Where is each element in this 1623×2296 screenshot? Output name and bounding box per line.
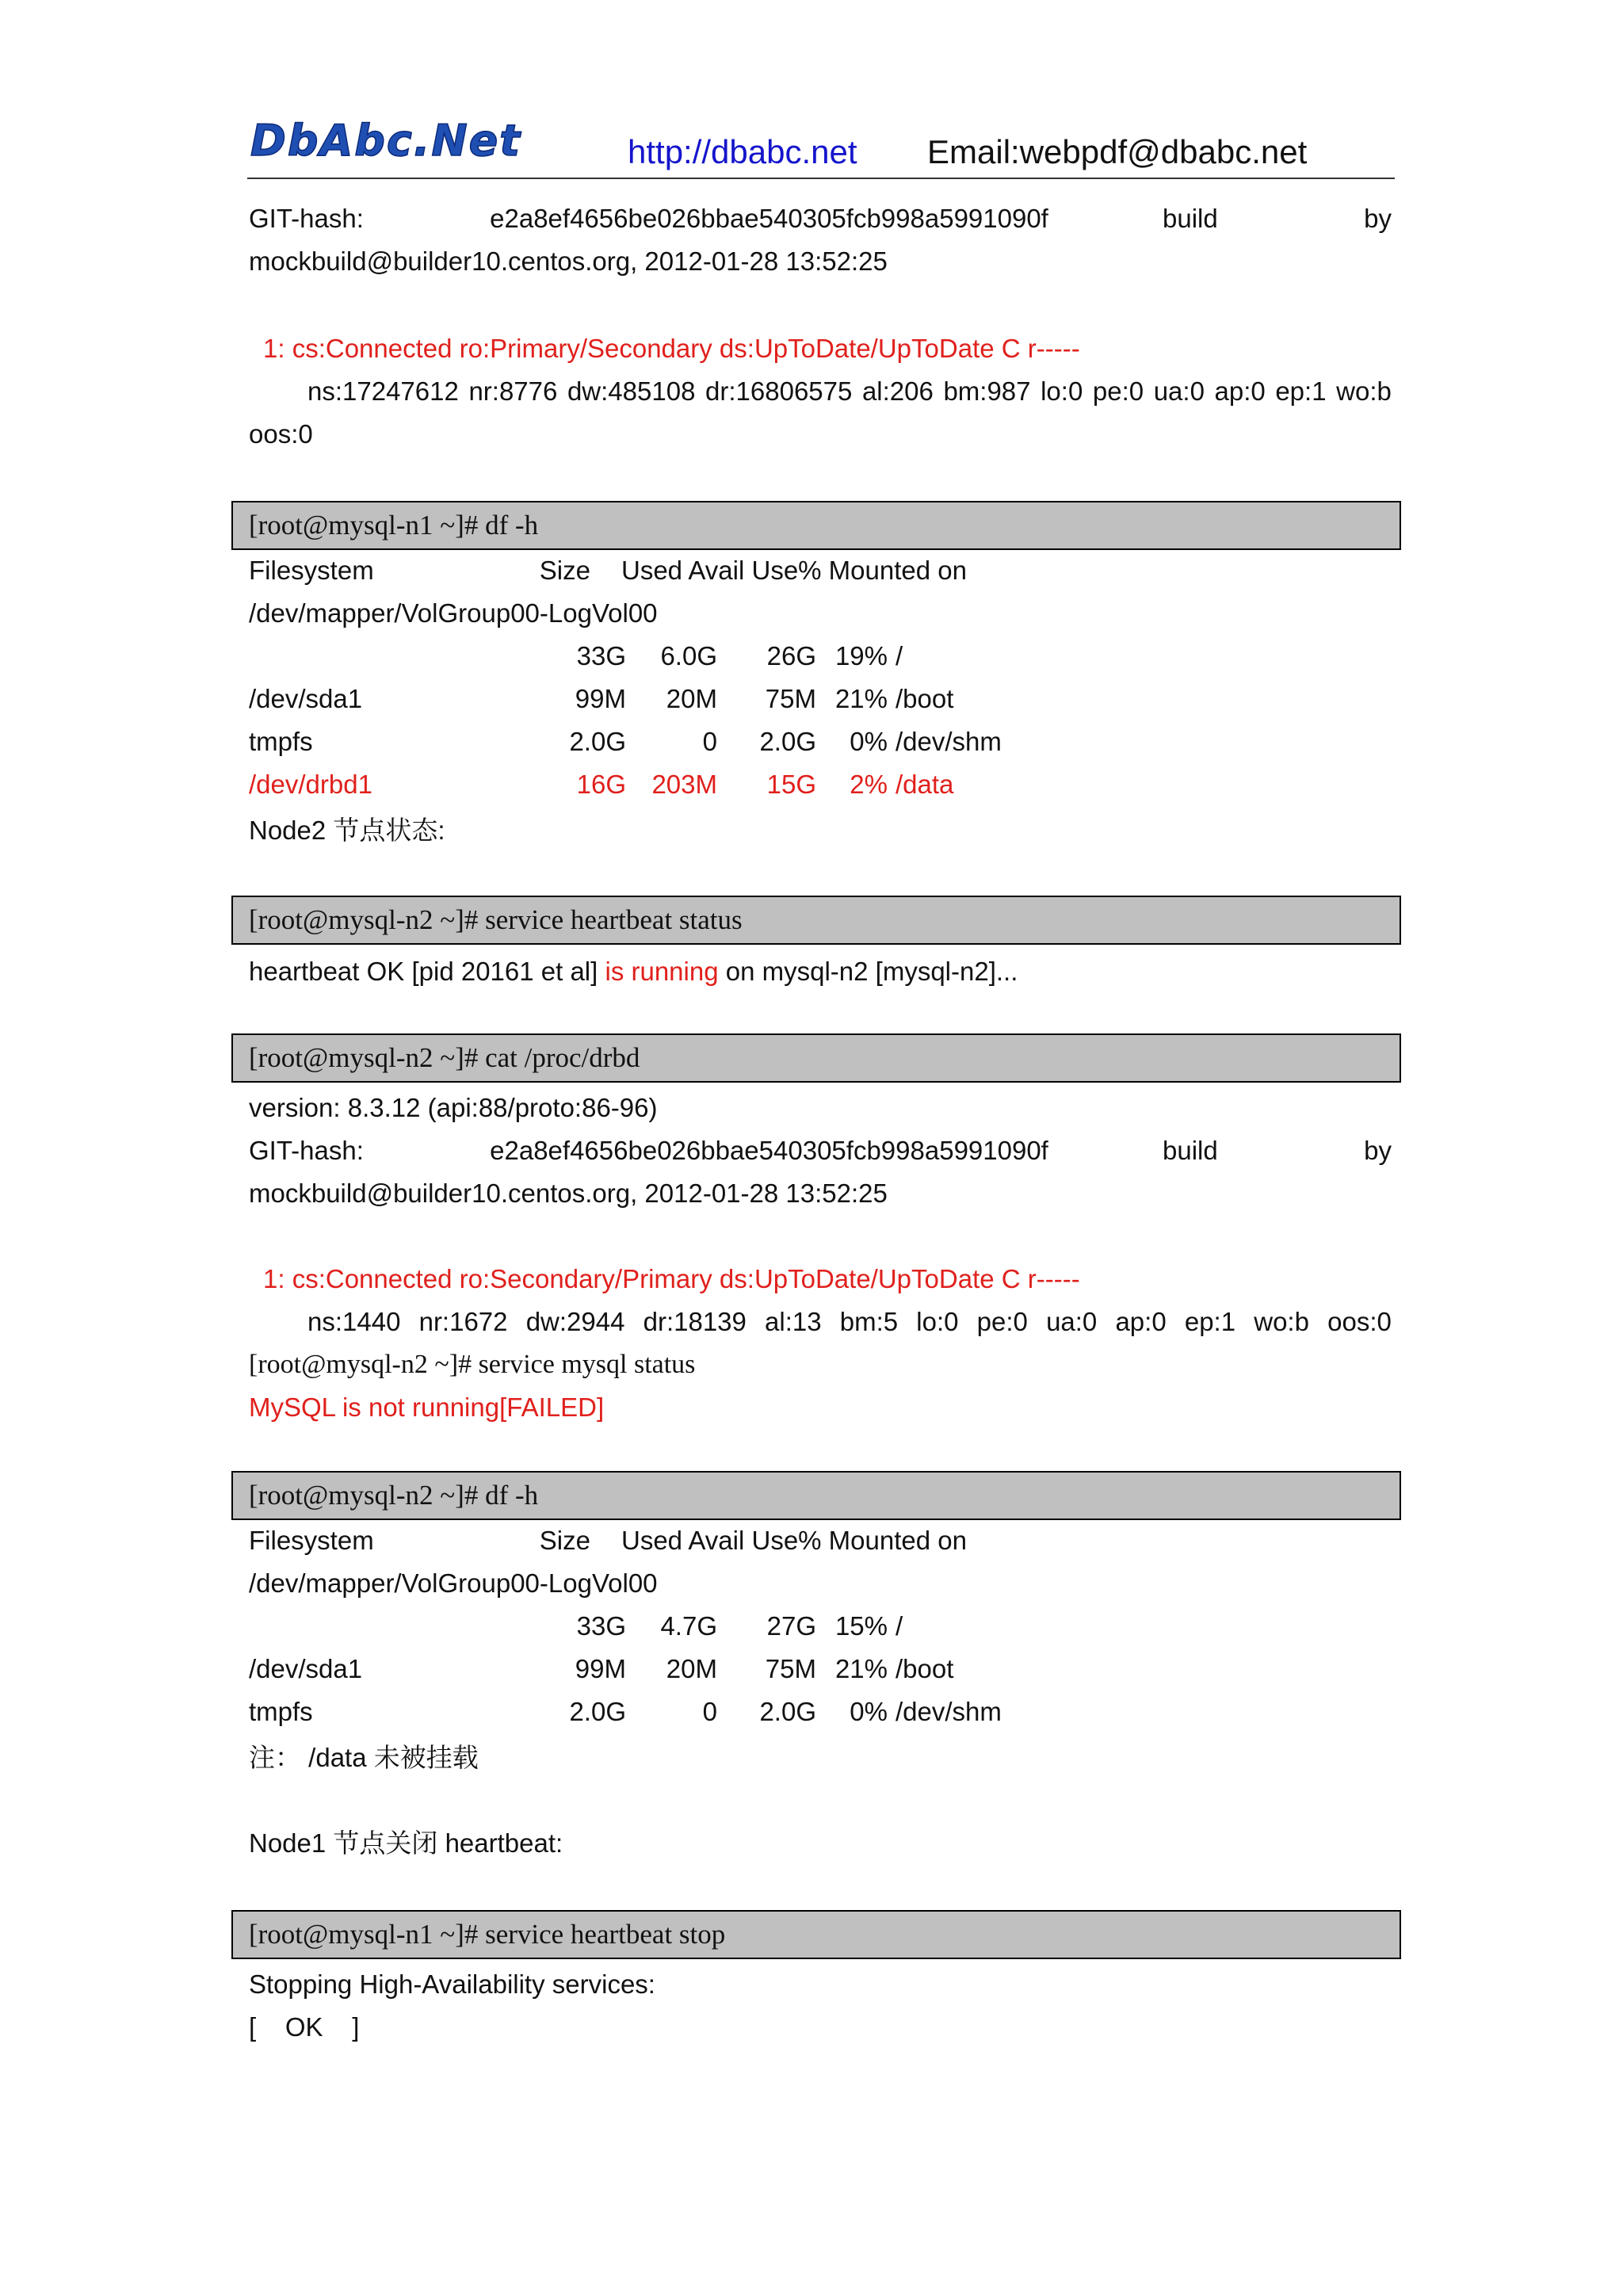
df-cell: 0% bbox=[850, 1697, 888, 1726]
df-fs-cell: /dev/mapper/VolGroup00-LogVol00 bbox=[249, 598, 658, 628]
build-word: build bbox=[1163, 204, 1218, 233]
mysql-status-output: MySQL is not running[FAILED] bbox=[249, 1392, 605, 1422]
df-row bbox=[0, 724, 1623, 759]
git-label: GIT-hash: bbox=[249, 204, 364, 233]
build-word: build bbox=[1163, 1136, 1218, 1165]
df-cell: 21% bbox=[834, 684, 888, 713]
df-lvm-name bbox=[0, 596, 1623, 631]
node1-stop-label: Node1 节点关闭 heartbeat: bbox=[249, 1828, 563, 1858]
df-cell: 20M bbox=[666, 684, 717, 713]
drbd-stat-token: ap:0 bbox=[1214, 376, 1266, 406]
df-cell: 4.7G bbox=[660, 1611, 717, 1641]
df-cell: 19% bbox=[834, 641, 888, 670]
df-header-cell: Used Avail Use% Mounted on bbox=[621, 556, 967, 585]
df-cell: /dev/shm bbox=[896, 727, 1002, 756]
df-cell: 2% bbox=[850, 770, 888, 799]
command-box-n2-drbd: [root@mysql-n2 ~]# cat /proc/drbd bbox=[231, 1033, 1401, 1083]
builder-line: mockbuild@builder10.centos.org, 2012-01-28 13:52:25 bbox=[249, 246, 888, 276]
df-row bbox=[0, 639, 1623, 674]
drbd-stat-token: al:206 bbox=[861, 376, 934, 406]
df-cell: / bbox=[896, 1611, 903, 1641]
df-cell: 0 bbox=[702, 727, 717, 756]
drbd-stat-token: ua:0 bbox=[1046, 1307, 1098, 1336]
drbd-stats-line bbox=[307, 374, 1392, 409]
drbd-stat-token: ns:17247612 bbox=[307, 376, 459, 406]
drbd-stat-token: ns:1440 bbox=[307, 1307, 401, 1336]
git-hash-line bbox=[249, 201, 1392, 236]
by-word: by bbox=[1364, 1136, 1392, 1165]
df-row bbox=[0, 1652, 1623, 1687]
drbd-stat-token: dw:485108 bbox=[567, 376, 696, 406]
df-cell: 99M bbox=[575, 684, 626, 713]
builder-line-n2: mockbuild@builder10.centos.org, 2012-01-28 13:52:25 bbox=[249, 1179, 888, 1208]
drbd-stat-token: ep:1 bbox=[1184, 1307, 1236, 1336]
logo-text: DbAbc.Net bbox=[250, 116, 522, 166]
drbd-stat-token: oos:0 bbox=[1327, 1307, 1392, 1336]
git-label: GIT-hash: bbox=[249, 1136, 364, 1165]
df-fs-cell: /dev/mapper/VolGroup00-LogVol00 bbox=[249, 1568, 658, 1598]
df-cell: /data bbox=[896, 770, 954, 799]
df-cell: 203M bbox=[651, 770, 717, 799]
drbd-stat-token: dw:2944 bbox=[525, 1307, 625, 1336]
df-cell: /boot bbox=[896, 684, 954, 713]
drbd-stat-token: wo:b bbox=[1336, 376, 1392, 406]
drbd-stat-token: ep:1 bbox=[1275, 376, 1327, 406]
drbd-stat-token: ua:0 bbox=[1153, 376, 1205, 406]
df-cell: 6.0G bbox=[660, 641, 717, 670]
df-cell: 33G bbox=[576, 1611, 626, 1641]
df-cell: tmpfs bbox=[249, 1697, 313, 1726]
stop-output-line: Stopping High-Availability services: bbox=[249, 1969, 655, 1999]
drbd-stat-token: bm:5 bbox=[839, 1307, 899, 1336]
df-header-cell: Size bbox=[539, 556, 590, 585]
note-line: 注： /data 未被挂载 bbox=[249, 1743, 479, 1772]
df-cell: /dev/shm bbox=[896, 1697, 1002, 1726]
drbd-connection-line: 1: cs:Connected ro:Primary/Secondary ds:UpToDate/UpToDate C r----- bbox=[263, 334, 1080, 363]
command-box-n2-hb-status: [root@mysql-n2 ~]# service heartbeat status bbox=[231, 896, 1401, 945]
df-row bbox=[0, 1694, 1623, 1729]
heartbeat-status-line bbox=[249, 954, 1018, 989]
drbd-stats-wrap: oos:0 bbox=[249, 419, 313, 449]
drbd-stat-token: lo:0 bbox=[916, 1307, 959, 1336]
drbd-version-line: version: 8.3.12 (api:88/proto:86-96) bbox=[249, 1093, 658, 1122]
df-cell: 26G bbox=[766, 641, 816, 670]
df-lvm-name bbox=[0, 1566, 1623, 1601]
df-row bbox=[0, 682, 1623, 716]
df-cell: 15G bbox=[766, 770, 816, 799]
df-row bbox=[0, 767, 1623, 802]
df-cell: 2.0G bbox=[759, 727, 816, 756]
mysql-status-command: [root@mysql-n2 ~]# service mysql status bbox=[249, 1350, 696, 1379]
ok-status: [ OK ] bbox=[249, 2012, 360, 2042]
df-cell: 99M bbox=[575, 1654, 626, 1683]
command-box-n2-df: [root@mysql-n2 ~]# df -h bbox=[231, 1471, 1401, 1520]
df-row bbox=[0, 1609, 1623, 1644]
hb-status-running: is running bbox=[605, 957, 719, 986]
hb-status-post: on mysql-n2 [mysql-n2]... bbox=[718, 957, 1018, 986]
header-divider bbox=[247, 178, 1395, 179]
df-cell: 2.0G bbox=[759, 1697, 816, 1726]
df-cell: 2.0G bbox=[569, 1697, 626, 1726]
df-cell: 75M bbox=[765, 1654, 816, 1683]
df-header-row bbox=[0, 1523, 1623, 1558]
git-hash: e2a8ef4656be026bbae540305fcb998a5991090f bbox=[490, 204, 1048, 233]
df-cell: 27G bbox=[766, 1611, 816, 1641]
drbd-stat-token: dr:16806575 bbox=[705, 376, 853, 406]
df-cell: /dev/sda1 bbox=[249, 684, 363, 713]
by-word: by bbox=[1364, 204, 1392, 233]
drbd-stat-token: wo:b bbox=[1254, 1307, 1309, 1336]
drbd-stats-line-n2 bbox=[307, 1305, 1392, 1339]
df-header-cell: Size bbox=[539, 1526, 590, 1555]
drbd-stat-token: nr:8776 bbox=[468, 376, 558, 406]
header-url[interactable]: http://dbabc.net bbox=[628, 133, 857, 170]
df-header-cell: Filesystem bbox=[249, 556, 374, 585]
drbd-stat-token: dr:18139 bbox=[643, 1307, 747, 1336]
df-cell: 20M bbox=[666, 1654, 717, 1683]
df-cell: 75M bbox=[765, 684, 816, 713]
df-cell: 2.0G bbox=[569, 727, 626, 756]
df-cell: 21% bbox=[834, 1654, 888, 1683]
df-header-cell: Used Avail Use% Mounted on bbox=[621, 1526, 967, 1555]
df-header-row bbox=[0, 553, 1623, 588]
git-hash-line-n2 bbox=[249, 1133, 1392, 1168]
df-cell: 15% bbox=[834, 1611, 888, 1641]
drbd-stat-token: pe:0 bbox=[1092, 376, 1144, 406]
command-box-n1-hb-stop: [root@mysql-n1 ~]# service heartbeat stop bbox=[231, 1910, 1401, 1959]
df-cell: / bbox=[896, 641, 903, 670]
hb-status-pre: heartbeat OK [pid 20161 et al] bbox=[249, 957, 605, 986]
df-cell: 16G bbox=[576, 770, 626, 799]
dbabc-logo bbox=[247, 113, 556, 168]
drbd-stat-token: bm:987 bbox=[943, 376, 1031, 406]
df-cell: 33G bbox=[576, 641, 626, 670]
df-cell: /dev/drbd1 bbox=[249, 770, 372, 799]
df-cell: tmpfs bbox=[249, 727, 313, 756]
df-header-cell: Filesystem bbox=[249, 1526, 374, 1555]
command-box-n1-df: [root@mysql-n1 ~]# df -h bbox=[231, 501, 1401, 550]
df-cell: 0% bbox=[850, 727, 888, 756]
header-email: Email:webpdf@dbabc.net bbox=[927, 133, 1308, 170]
drbd-stat-token: nr:1672 bbox=[418, 1307, 508, 1336]
df-cell: /dev/sda1 bbox=[249, 1654, 363, 1683]
drbd-connection-line-n2: 1: cs:Connected ro:Secondary/Primary ds:UpToDate/UpToDate C r----- bbox=[263, 1264, 1080, 1293]
drbd-stat-token: al:13 bbox=[765, 1307, 822, 1336]
drbd-stat-token: lo:0 bbox=[1041, 376, 1083, 406]
drbd-stat-token: pe:0 bbox=[976, 1307, 1028, 1336]
df-cell: 0 bbox=[702, 1697, 717, 1726]
df-cell: /boot bbox=[896, 1654, 954, 1683]
drbd-stat-token: ap:0 bbox=[1115, 1307, 1167, 1336]
git-hash: e2a8ef4656be026bbae540305fcb998a5991090f bbox=[490, 1136, 1048, 1165]
node2-status-label: Node2 节点状态: bbox=[249, 816, 445, 845]
